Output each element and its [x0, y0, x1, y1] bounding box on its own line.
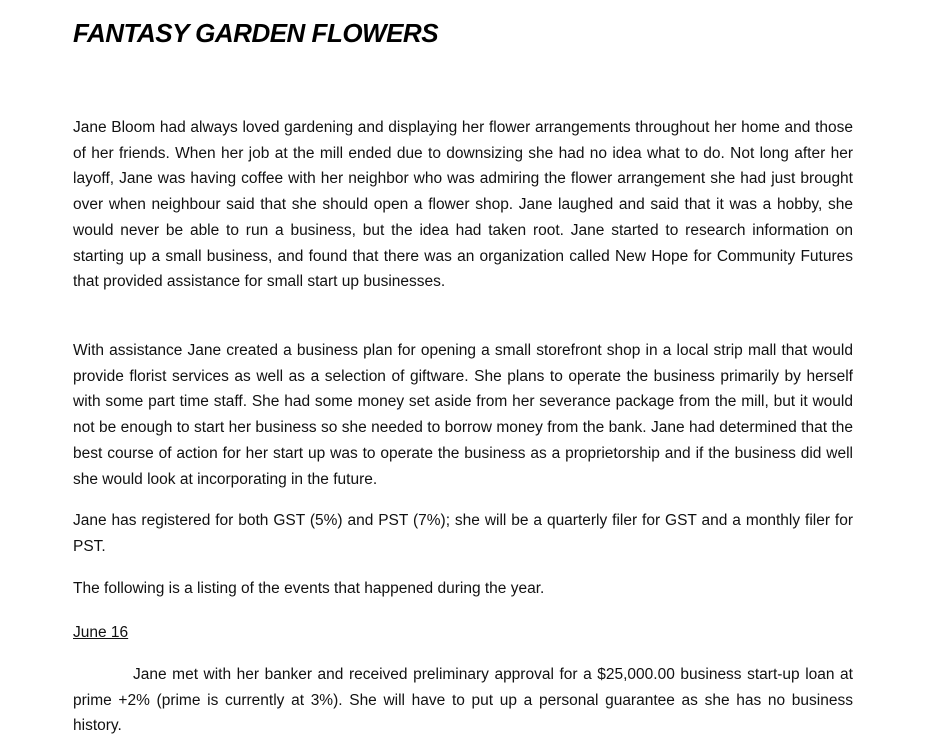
- paragraph-events-intro: The following is a listing of the events that happened during the year.: [73, 580, 545, 597]
- paragraph-background: Jane Bloom had always loved gardening and displaying her flower arrangements throughout her home and those of her friends. When her job at the mill ended due to downsizing she had no idea what to do. Not long after her layoff, Jane was having coffee with her neighbor who was admiring the flower arrangement she had just brought over when neighbour said that she should open a flower shop. Jane laughed and said that it was a hobby, she would never be able to run a business, but the idea had taken root. Jane started to research information on starting up a small business, and found that there was an organization called New Hope for Community Futures that provided assistance for small start up businesses.: [73, 119, 853, 291]
- document-title: FANTASY GARDEN FLOWERS: [73, 18, 439, 48]
- paragraph-business-plan: With assistance Jane created a business plan for opening a small storefront shop in a local strip mall that would provide florist services as well as a selection of giftware. She plans to operate the business primarily by herself with some part time staff. She had some money set aside from her severance package from the mill, but it would not be enough to start her business so she needed to borrow money from the bank. Jane had determined that the best course of action for her start up was to operate the business as a proprietorship and if the business did well she would look at incorporating in the future.: [73, 342, 853, 488]
- event-description: Jane met with her banker and received preliminary approval for a $25,000.00 business start-up loan at prime +2% (prime is currently at 3%). She will have to put up a personal guarantee as she has no business history.: [73, 666, 853, 735]
- paragraph-tax-registration: Jane has registered for both GST (5%) and PST (7%); she will be a quarterly filer for GST and a monthly filer for PST.: [73, 512, 853, 555]
- event-date-heading: June 16: [73, 624, 129, 641]
